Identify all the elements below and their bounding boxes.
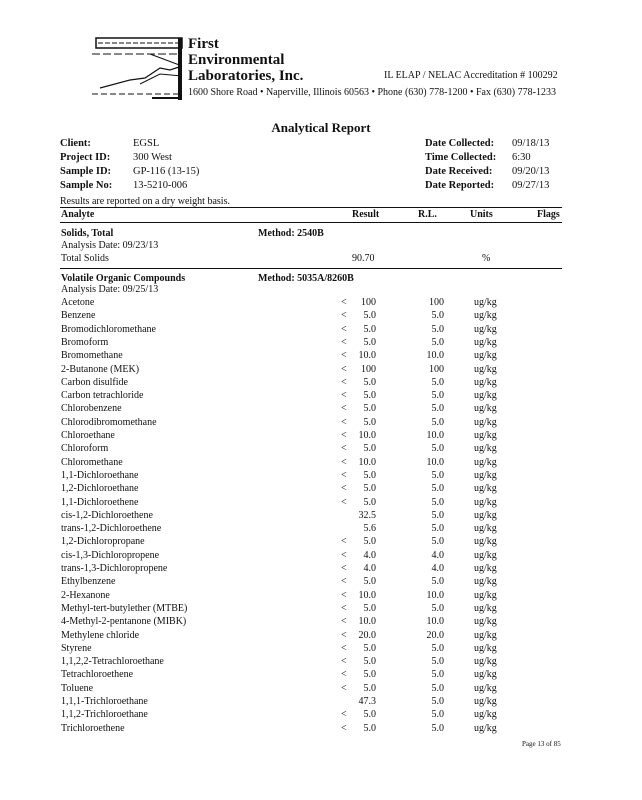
rl-value: 5.0 (431, 416, 444, 428)
result-value: 5.0 (363, 483, 376, 495)
header-bottom-rule (60, 222, 562, 223)
result-value: 90.70 (352, 253, 375, 264)
table-row (0, 377, 642, 390)
units-value: % (482, 253, 491, 264)
analyte-name: Chlorobenzene (61, 403, 122, 415)
solids-method: Method: 2540B (258, 228, 324, 239)
table-row (0, 616, 642, 629)
company-line-1: First (188, 36, 219, 52)
units-value: ug/kg (474, 563, 497, 574)
qualifier: < (341, 390, 347, 402)
units-value: ug/kg (474, 602, 497, 614)
date-reported-value: 09/27/13 (512, 180, 550, 191)
rl-value: 5.0 (431, 642, 444, 654)
rl-value: 5.0 (431, 669, 444, 681)
company-line-2: Environmental (188, 52, 285, 68)
analyte-name: Ethylbenzene (61, 576, 116, 588)
result-value: 100 (361, 363, 376, 375)
analyte-name: Bromomethane (61, 350, 123, 362)
qualifier: < (341, 722, 347, 734)
units-value: ug/kg (474, 390, 497, 402)
result-value: 5.0 (363, 323, 376, 335)
qualifier: < (341, 616, 347, 628)
units-value: ug/kg (474, 696, 497, 707)
date-collected-value: 09/18/13 (512, 138, 550, 149)
qualifier: < (341, 469, 347, 481)
solids-section-title: Solids, Total (61, 228, 114, 239)
result-value: 5.0 (363, 336, 376, 348)
result-value: 20.0 (358, 629, 376, 641)
rl-value: 5.0 (431, 722, 444, 734)
table-row (0, 590, 642, 603)
rl-value: 5.0 (431, 323, 444, 335)
analyte-name: Bromoform (61, 336, 109, 348)
qualifier: < (341, 682, 347, 694)
date-received-value: 09/20/13 (512, 166, 550, 177)
sample-id-label: Sample ID: (60, 166, 112, 177)
analyte-name: Carbon disulfide (61, 376, 128, 388)
sample-no-value: 13-5210-006 (133, 180, 188, 191)
result-value: 5.6 (363, 523, 376, 535)
result-value: 10.0 (358, 430, 376, 441)
date-reported-label: Date Reported: (425, 180, 495, 191)
table-row (0, 253, 642, 266)
analyte-name: Carbon tetrachloride (61, 390, 144, 402)
table-row (0, 497, 642, 510)
project-id-label: Project ID: (60, 152, 111, 163)
table-row (0, 576, 642, 589)
client-value: EGSL (133, 138, 160, 149)
rl-value: 20.0 (426, 629, 444, 641)
table-row (0, 603, 642, 616)
units-value: ug/kg (474, 682, 497, 694)
result-value: 5.0 (363, 536, 376, 548)
qualifier: < (341, 709, 347, 721)
company-name (188, 36, 303, 84)
col-flags: Flags (537, 209, 560, 220)
sample-no-label: Sample No: (60, 180, 113, 191)
qualifier: < (341, 376, 347, 388)
qualifier: < (341, 549, 347, 561)
result-value: 4.0 (363, 549, 376, 561)
result-value: 5.0 (363, 642, 376, 654)
rl-value: 5.0 (431, 576, 444, 588)
analyte-name: cis-1,3-Dichloropropene (61, 549, 160, 561)
table-row (0, 510, 642, 523)
units-value: ug/kg (474, 483, 497, 495)
result-value: 10.0 (358, 456, 376, 468)
result-value: 5.0 (363, 403, 376, 415)
qualifier: < (341, 443, 347, 455)
analyte-name: Chloroform (61, 443, 109, 455)
header-top-rule (60, 207, 562, 208)
project-id-value: 300 West (133, 152, 172, 163)
table-row (0, 536, 642, 549)
qualifier: < (341, 536, 347, 548)
date-collected-label: Date Collected: (425, 138, 495, 149)
units-value: ug/kg (474, 363, 497, 375)
result-value: 100 (361, 297, 376, 308)
analyte-name: 1,2-Dichloroethane (61, 483, 139, 495)
table-row (0, 324, 642, 337)
result-value: 5.0 (363, 669, 376, 681)
table-row (0, 350, 642, 363)
units-value: ug/kg (474, 536, 497, 548)
units-value: ug/kg (474, 323, 497, 335)
voc-method: Method: 5035A/8260B (258, 273, 354, 284)
analyte-name: Chloromethane (61, 456, 123, 468)
table-row (0, 683, 642, 696)
result-value: 5.0 (363, 656, 376, 668)
table-row (0, 696, 642, 709)
table-row (0, 669, 642, 682)
table-row (0, 470, 642, 483)
result-value: 4.0 (363, 563, 376, 574)
qualifier: < (341, 629, 347, 641)
result-value: 5.0 (363, 376, 376, 388)
units-value: ug/kg (474, 709, 497, 721)
rl-value: 10.0 (426, 350, 444, 362)
analyte-name: 2-Hexanone (61, 589, 110, 601)
analyte-name: 1,2-Dichloropropane (61, 536, 145, 548)
analyte-name: 1,1-Dichloroethene (61, 496, 139, 508)
analyte-name: Chloroethane (61, 430, 115, 441)
rl-value: 5.0 (431, 336, 444, 348)
company-line-3: Laboratories, Inc. (188, 68, 304, 84)
analyte-name: Total Solids (61, 253, 109, 264)
time-collected-value: 6:30 (512, 152, 531, 163)
units-value: ug/kg (474, 430, 497, 441)
result-value: 5.0 (363, 682, 376, 694)
rl-value: 10.0 (426, 589, 444, 601)
qualifier: < (341, 336, 347, 348)
table-row (0, 310, 642, 323)
units-value: ug/kg (474, 509, 497, 521)
result-value: 5.0 (363, 602, 376, 614)
qualifier: < (341, 310, 347, 322)
qualifier: < (341, 576, 347, 588)
company-logo (90, 36, 185, 102)
table-row (0, 550, 642, 563)
accreditation: IL ELAP / NELAC Accreditation # 100292 (384, 70, 558, 81)
rl-value: 5.0 (431, 469, 444, 481)
units-value: ug/kg (474, 469, 497, 481)
units-value: ug/kg (474, 496, 497, 508)
units-value: ug/kg (474, 376, 497, 388)
units-value: ug/kg (474, 403, 497, 415)
qualifier: < (341, 297, 347, 308)
result-value: 5.0 (363, 576, 376, 588)
qualifier: < (341, 350, 347, 362)
units-value: ug/kg (474, 456, 497, 468)
rl-value: 5.0 (431, 443, 444, 455)
col-analyte: Analyte (61, 209, 95, 220)
analyte-name: Benzene (61, 310, 96, 322)
units-value: ug/kg (474, 722, 497, 734)
units-value: ug/kg (474, 576, 497, 588)
report-title: Analytical Report (271, 120, 371, 135)
analyte-name: 1,1,2,2-Tetrachloroethane (61, 656, 164, 668)
table-row (0, 364, 642, 377)
units-value: ug/kg (474, 669, 497, 681)
table-row (0, 643, 642, 656)
rl-value: 5.0 (431, 709, 444, 721)
rl-value: 5.0 (431, 483, 444, 495)
table-row (0, 523, 642, 536)
qualifier: < (341, 602, 347, 614)
qualifier: < (341, 456, 347, 468)
qualifier: < (341, 403, 347, 415)
rl-value: 5.0 (431, 310, 444, 322)
analyte-name: Methylene chloride (61, 629, 140, 641)
col-result: Result (352, 209, 380, 220)
result-value: 10.0 (358, 616, 376, 628)
analyte-name: Toluene (61, 682, 94, 694)
units-value: ug/kg (474, 523, 497, 535)
table-row (0, 630, 642, 643)
rl-value: 10.0 (426, 456, 444, 468)
units-value: ug/kg (474, 297, 497, 308)
client-label: Client: (60, 138, 91, 149)
table-row (0, 563, 642, 576)
table-row (0, 297, 642, 310)
table-row (0, 709, 642, 722)
units-value: ug/kg (474, 589, 497, 601)
qualifier: < (341, 323, 347, 335)
solids-rule (60, 268, 562, 269)
result-value: 10.0 (358, 589, 376, 601)
page-number: Page 13 of 85 (522, 740, 561, 748)
table-row (0, 483, 642, 496)
qualifier: < (341, 483, 347, 495)
analyte-name: Chlorodibromomethane (61, 416, 157, 428)
col-units: Units (470, 209, 493, 220)
col-rl: R.L. (418, 209, 437, 220)
qualifier: < (341, 496, 347, 508)
result-value: 32.5 (358, 509, 376, 521)
qualifier: < (341, 589, 347, 601)
solids-analysis-date: Analysis Date: 09/23/13 (61, 240, 159, 251)
sample-id-value: GP-116 (13-15) (133, 166, 200, 177)
rl-value: 10.0 (426, 616, 444, 628)
rl-value: 100 (429, 363, 444, 375)
rl-value: 10.0 (426, 430, 444, 441)
analyte-name: 4-Methyl-2-pentanone (MIBK) (61, 616, 187, 628)
qualifier: < (341, 416, 347, 428)
qualifier: < (341, 656, 347, 668)
table-row (0, 403, 642, 416)
units-value: ug/kg (474, 629, 497, 641)
voc-analysis-date: Analysis Date: 09/25/13 (61, 284, 159, 295)
analyte-name: Trichloroethene (61, 722, 125, 734)
analyte-name: 1,1-Dichloroethane (61, 469, 139, 481)
result-value: 47.3 (358, 696, 376, 707)
result-value: 5.0 (363, 390, 376, 402)
qualifier: < (341, 563, 347, 574)
analyte-name: Bromodichloromethane (61, 323, 156, 335)
units-value: ug/kg (474, 656, 497, 668)
date-received-label: Date Received: (425, 166, 493, 177)
rl-value: 5.0 (431, 390, 444, 402)
table-row (0, 443, 642, 456)
dry-weight-note: Results are reported on a dry weight basis. (60, 196, 230, 207)
rl-value: 5.0 (431, 523, 444, 535)
rl-value: 5.0 (431, 656, 444, 668)
rl-value: 5.0 (431, 509, 444, 521)
voc-section-title: Volatile Organic Compounds (61, 273, 186, 284)
units-value: ug/kg (474, 642, 497, 654)
company-address: 1600 Shore Road • Naperville, Illinois 60563 • Phone (630) 778-1200 • Fax (630) 778-1233 (188, 87, 556, 98)
analyte-name: Styrene (61, 642, 92, 654)
time-collected-label: Time Collected: (425, 152, 497, 163)
rl-value: 4.0 (431, 563, 444, 574)
result-value: 5.0 (363, 310, 376, 322)
table-row (0, 390, 642, 403)
units-value: ug/kg (474, 616, 497, 628)
units-value: ug/kg (474, 443, 497, 455)
units-value: ug/kg (474, 549, 497, 561)
units-value: ug/kg (474, 336, 497, 348)
rl-value: 5.0 (431, 403, 444, 415)
result-value: 5.0 (363, 443, 376, 455)
table-row (0, 417, 642, 430)
result-value: 5.0 (363, 469, 376, 481)
result-value: 5.0 (363, 416, 376, 428)
units-value: ug/kg (474, 350, 497, 362)
table-row (0, 656, 642, 669)
analyte-name: 2-Butanone (MEK) (61, 363, 140, 375)
rl-value: 5.0 (431, 602, 444, 614)
rl-value: 4.0 (431, 549, 444, 561)
rl-value: 5.0 (431, 696, 444, 707)
result-value: 5.0 (363, 496, 376, 508)
rl-value: 5.0 (431, 536, 444, 548)
result-value: 10.0 (358, 350, 376, 362)
table-row (0, 457, 642, 470)
analyte-name: trans-1,3-Dichloropropene (61, 563, 168, 574)
units-value: ug/kg (474, 416, 497, 428)
qualifier: < (341, 669, 347, 681)
analyte-name: 1,1,1-Trichloroethane (61, 696, 148, 707)
analyte-name: trans-1,2-Dichloroethene (61, 523, 162, 535)
rl-value: 5.0 (431, 496, 444, 508)
table-row (0, 723, 642, 736)
analyte-name: Methyl-tert-butylether (MTBE) (61, 602, 188, 614)
table-row (0, 337, 642, 350)
result-value: 5.0 (363, 722, 376, 734)
units-value: ug/kg (474, 310, 497, 322)
qualifier: < (341, 363, 347, 375)
analyte-name: cis-1,2-Dichloroethene (61, 509, 153, 521)
analyte-name: 1,1,2-Trichloroethane (61, 709, 148, 721)
rl-value: 5.0 (431, 376, 444, 388)
result-value: 5.0 (363, 709, 376, 721)
analyte-name: Tetrachloroethene (61, 669, 134, 681)
table-row (0, 430, 642, 443)
qualifier: < (341, 642, 347, 654)
qualifier: < (341, 430, 347, 441)
analyte-name: Acetone (61, 297, 95, 308)
rl-value: 100 (429, 297, 444, 308)
rl-value: 5.0 (431, 682, 444, 694)
